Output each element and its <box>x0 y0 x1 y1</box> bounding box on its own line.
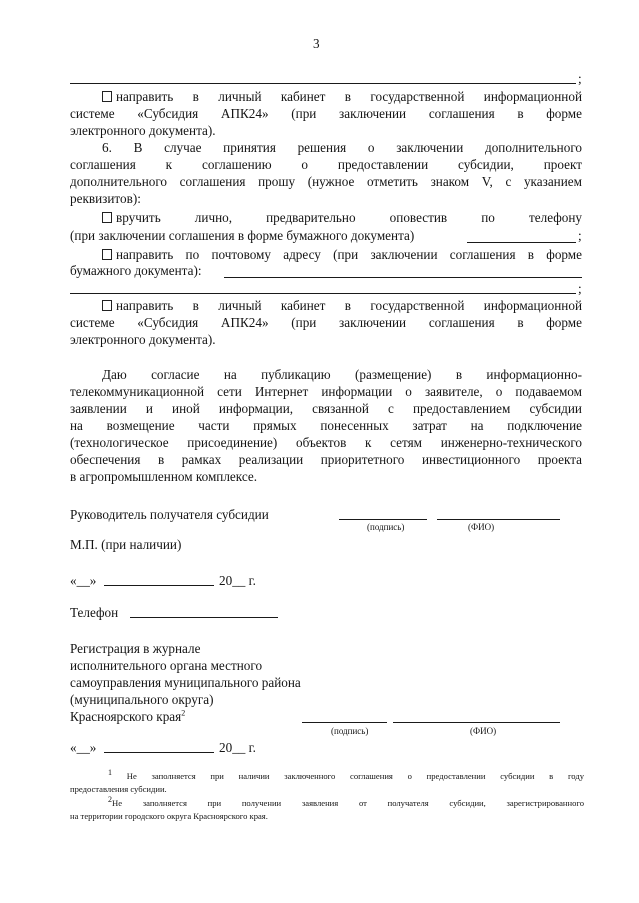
address-blank-line <box>70 83 576 84</box>
footnote-ref: 2 <box>181 708 186 718</box>
item6-line3: дополнительного соглашения прошу (нужное отметить знаком V, с указанием <box>70 174 582 189</box>
item6-line4: реквизитов): <box>70 191 141 206</box>
lk-option-line1 <box>102 89 582 105</box>
phone-line <box>130 617 278 618</box>
hand-option-line2: (при заключении соглашения в форме бумажного документа) <box>70 228 415 243</box>
address-semicolon: ; <box>578 71 582 86</box>
fio-line <box>437 519 560 520</box>
footnote-1-line2: предоставления субсидии. <box>70 784 167 794</box>
reg-fio-line <box>393 722 560 723</box>
option-text: направить в личный кабинет в государственной информационной <box>116 89 582 104</box>
reg-line1: Регистрация в журнале <box>70 641 201 656</box>
checkbox-icon[interactable] <box>102 249 112 260</box>
footnote-1-text: Не заполняется при наличии заключенного соглашения о предоставлении субсидии в году <box>126 771 584 781</box>
item6-line1: 6. В случае принятия решения о заключении дополнительного <box>102 140 582 155</box>
post-blank-line-1 <box>224 277 582 278</box>
stamp-label: М.П. (при наличии) <box>70 537 182 552</box>
reg-fio-caption: (ФИО) <box>470 726 497 736</box>
option-text: направить по почтовому адресу (при заключении соглашения в форме <box>116 247 582 262</box>
reg-date-year: 20__ г. <box>219 740 256 755</box>
page-number: 3 <box>313 36 320 51</box>
reg-region: Красноярского края <box>70 709 182 724</box>
reg-line2: исполнительного органа местного <box>70 658 263 673</box>
reg-date-quote: «__» <box>70 740 97 755</box>
footnote-2-text: Не заполняется при получении заявления от получателя субсидии, зарегистрированного <box>112 798 584 808</box>
fio-caption: (ФИО) <box>468 522 495 532</box>
consent-line4: на возмещение части прямых понесенных затрат на подключение <box>70 418 582 433</box>
checkbox-icon[interactable] <box>102 212 112 223</box>
reg-date-month-line <box>104 752 214 753</box>
reg-line3: самоуправления муниципального района <box>70 675 301 690</box>
date-quote: «__» <box>70 573 97 588</box>
lk-option-line2: системе «Субсидия АПК24» (при заключении соглашения в форме <box>70 106 582 121</box>
option-text: направить в личный кабинет в государственной информационной <box>116 298 582 313</box>
consent-line1: Даю согласие на публикацию (размещение) в информационно- <box>102 367 582 382</box>
head-label: Руководитель получателя субсидии <box>70 507 269 522</box>
consent-line7: в агропромышленном комплексе. <box>70 469 258 484</box>
lk-option-line3: электронного документа). <box>70 123 216 138</box>
reg-sign-caption: (подпись) <box>331 726 369 736</box>
reg-line5 <box>70 709 185 725</box>
consent-line3: заявлении и иной информации, связанной с предоставлением субсидии <box>70 401 582 416</box>
option-text: вручить лично, предварительно оповестив по телефону <box>116 210 582 225</box>
consent-line5: (технологическое присоединение) объектов к сетям инженерно-технического <box>70 435 582 450</box>
sign-line <box>339 519 427 520</box>
checkbox-icon[interactable] <box>102 300 112 311</box>
checkbox-icon[interactable] <box>102 91 112 102</box>
hand-option-line1 <box>102 210 582 226</box>
post-option-line2: бумажного документа): <box>70 263 202 278</box>
post-option-line1 <box>102 247 582 263</box>
lk2-option-line1 <box>102 298 582 314</box>
date-year: 20__ г. <box>219 573 256 588</box>
footnote-2-mark: 2 <box>108 795 112 805</box>
post-semicolon: ; <box>578 281 582 296</box>
sign-caption: (подпись) <box>367 522 405 532</box>
date-month-line <box>104 585 214 586</box>
hand-blank-line <box>467 242 576 243</box>
phone-label: Телефон <box>70 605 119 620</box>
post-blank-line-2 <box>70 293 576 294</box>
footnote-2-line1 <box>108 797 584 809</box>
footnote-1-line1 <box>108 770 584 782</box>
lk2-option-line2: системе «Субсидия АПК24» (при заключении соглашения в форме <box>70 315 582 330</box>
reg-line4: (муниципального округа) <box>70 692 214 707</box>
lk2-option-line3: электронного документа). <box>70 332 216 347</box>
consent-line2: телекоммуникационной сети Интернет информации о заявителе, о подаваемом <box>70 384 582 399</box>
item6-line2: соглашения к соглашению о предоставлении субсидии, проект <box>70 157 582 172</box>
footnote-2-line2: на территории городского округа Красноярского края. <box>70 811 268 821</box>
consent-line6: обеспечения в рамках реализации приоритетного инвестиционного проекта <box>70 452 582 467</box>
footnote-1-mark: 1 <box>108 768 112 778</box>
reg-sign-line <box>302 722 387 723</box>
hand-semicolon: ; <box>578 228 582 243</box>
